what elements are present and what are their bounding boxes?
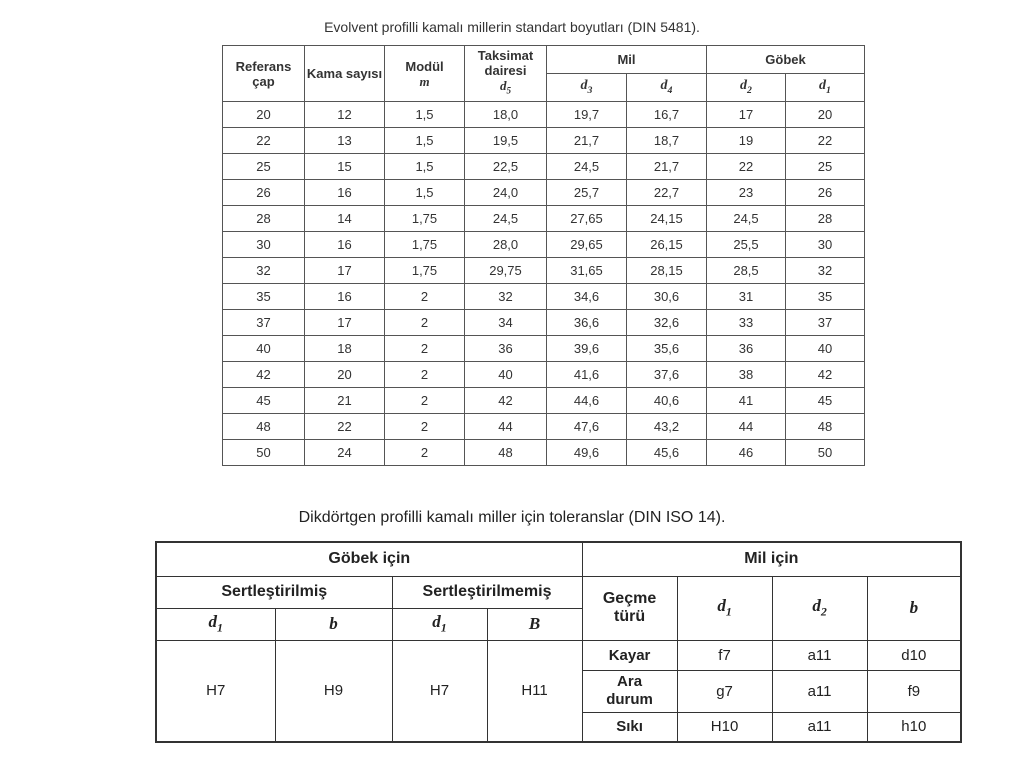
cell-mil-d3: 29,65 xyxy=(547,232,627,258)
cell-modul: 1,5 xyxy=(385,154,465,180)
kayar-d1: f7 xyxy=(677,640,772,670)
table1-caption: Evolvent profilli kamalı millerin standart boyutları (DIN 5481). xyxy=(324,19,700,35)
cell-mil-d4: 35,6 xyxy=(627,336,707,362)
header-taksimat-symbol: $d_5$ xyxy=(499,78,512,96)
header-modul xyxy=(385,46,465,102)
cell-modul: 2 xyxy=(385,414,465,440)
cell-gobek-d2: 36 xyxy=(707,336,786,362)
ara-durum-d2: a11 xyxy=(772,670,867,712)
table-row xyxy=(223,180,865,206)
cell-referans-cap: 30 xyxy=(223,232,305,258)
table-row xyxy=(223,284,865,310)
cell-referans-cap: 22 xyxy=(223,128,305,154)
cell-referans-cap: 32 xyxy=(223,258,305,284)
cell-gobek-d1: 42 xyxy=(786,362,865,388)
header-sertmemis-B: B xyxy=(487,608,582,640)
cell-gobek-d2: 22 xyxy=(707,154,786,180)
cell-kama-sayisi: 17 xyxy=(305,258,385,284)
cell-gobek-d2: 41 xyxy=(707,388,786,414)
cell-kama-sayisi: 16 xyxy=(305,232,385,258)
cell-mil-d4: 28,15 xyxy=(627,258,707,284)
cell-gobek-d1: 25 xyxy=(786,154,865,180)
table-row xyxy=(223,388,865,414)
table-row xyxy=(223,232,865,258)
cell-referans-cap: 45 xyxy=(223,388,305,414)
cell-mil-d3: 27,65 xyxy=(547,206,627,232)
cell-modul: 2 xyxy=(385,336,465,362)
table-row xyxy=(223,128,865,154)
cell-referans-cap: 35 xyxy=(223,284,305,310)
cell-taksimat: 34 xyxy=(465,310,547,336)
table-row xyxy=(223,310,865,336)
ara-durum-d1: g7 xyxy=(677,670,772,712)
cell-gobek-d1: 26 xyxy=(786,180,865,206)
cell-taksimat: 36 xyxy=(465,336,547,362)
cell-kama-sayisi: 14 xyxy=(305,206,385,232)
siki-b: h10 xyxy=(867,712,961,742)
cell-modul: 1,75 xyxy=(385,232,465,258)
cell-kama-sayisi: 13 xyxy=(305,128,385,154)
cell-gobek-d2: 44 xyxy=(707,414,786,440)
header-d2: $d_2$ xyxy=(707,74,786,102)
header-mil-d2: $d_2$ xyxy=(772,576,867,640)
header-taksimat xyxy=(465,46,547,102)
cell-modul: 2 xyxy=(385,310,465,336)
table-row xyxy=(223,258,865,284)
cell-mil-d4: 32,6 xyxy=(627,310,707,336)
siki-d1: H10 xyxy=(677,712,772,742)
header-sert-d1: $d_1$ xyxy=(156,608,275,640)
cell-gobek-d2: 24,5 xyxy=(707,206,786,232)
cell-modul: 1,5 xyxy=(385,128,465,154)
cell-modul: 2 xyxy=(385,362,465,388)
cell-referans-cap: 28 xyxy=(223,206,305,232)
cell-gobek-d1: 35 xyxy=(786,284,865,310)
header-d1: $d_1$ xyxy=(786,74,865,102)
cell-gobek-d2: 38 xyxy=(707,362,786,388)
gobek-sert-b-value: H9 xyxy=(275,640,392,742)
cell-mil-d3: 31,65 xyxy=(547,258,627,284)
gecme-turu-siki: Sıkı xyxy=(582,712,677,742)
cell-gobek-d1: 30 xyxy=(786,232,865,258)
cell-mil-d3: 49,6 xyxy=(547,440,627,466)
header-sertlestirilmis: Sertleştirilmiş xyxy=(156,576,392,608)
cell-gobek-d2: 33 xyxy=(707,310,786,336)
cell-mil-d3: 24,5 xyxy=(547,154,627,180)
din5481-table-body xyxy=(223,102,865,466)
header-taksimat-label: Taksimat dairesi xyxy=(477,48,534,79)
cell-gobek-d1: 22 xyxy=(786,128,865,154)
header-sert-b: b xyxy=(275,608,392,640)
header-referans-cap: Referans çap xyxy=(223,46,305,102)
cell-modul: 2 xyxy=(385,388,465,414)
cell-gobek-d1: 48 xyxy=(786,414,865,440)
table-row xyxy=(223,154,865,180)
cell-mil-d4: 45,6 xyxy=(627,440,707,466)
cell-kama-sayisi: 18 xyxy=(305,336,385,362)
header-gecme-turu: Geçme türü xyxy=(582,576,677,640)
cell-gobek-d2: 31 xyxy=(707,284,786,310)
cell-taksimat: 19,5 xyxy=(465,128,547,154)
header-d4: $d_4$ xyxy=(627,74,707,102)
cell-gobek-d2: 25,5 xyxy=(707,232,786,258)
cell-modul: 1,75 xyxy=(385,258,465,284)
cell-gobek-d2: 17 xyxy=(707,102,786,128)
cell-taksimat: 42 xyxy=(465,388,547,414)
table-row xyxy=(223,206,865,232)
cell-mil-d4: 40,6 xyxy=(627,388,707,414)
cell-mil-d3: 19,7 xyxy=(547,102,627,128)
cell-kama-sayisi: 21 xyxy=(305,388,385,414)
cell-mil-d3: 34,6 xyxy=(547,284,627,310)
table-row xyxy=(223,362,865,388)
cell-referans-cap: 48 xyxy=(223,414,305,440)
cell-gobek-d1: 50 xyxy=(786,440,865,466)
cell-mil-d3: 36,6 xyxy=(547,310,627,336)
cell-referans-cap: 26 xyxy=(223,180,305,206)
cell-mil-d3: 25,7 xyxy=(547,180,627,206)
cell-gobek-d2: 19 xyxy=(707,128,786,154)
cell-mil-d3: 21,7 xyxy=(547,128,627,154)
table2-caption: Dikdörtgen profilli kamalı miller için toleranslar (DIN ISO 14). xyxy=(298,509,726,526)
header-modul-symbol: m xyxy=(419,73,430,89)
table-row xyxy=(223,440,865,466)
header-mil-icin: Mil için xyxy=(582,542,961,576)
cell-taksimat: 32 xyxy=(465,284,547,310)
table-row xyxy=(223,414,865,440)
cell-gobek-d1: 20 xyxy=(786,102,865,128)
cell-kama-sayisi: 24 xyxy=(305,440,385,466)
cell-taksimat: 18,0 xyxy=(465,102,547,128)
header-modul-label: Modül xyxy=(405,58,444,74)
cell-taksimat: 44 xyxy=(465,414,547,440)
cell-kama-sayisi: 20 xyxy=(305,362,385,388)
cell-gobek-d1: 40 xyxy=(786,336,865,362)
header-mil-b: b xyxy=(867,576,961,640)
cell-taksimat: 40 xyxy=(465,362,547,388)
cell-mil-d4: 37,6 xyxy=(627,362,707,388)
siki-d2: a11 xyxy=(772,712,867,742)
cell-referans-cap: 40 xyxy=(223,336,305,362)
cell-modul: 2 xyxy=(385,284,465,310)
cell-taksimat: 24,0 xyxy=(465,180,547,206)
header-gobek-icin: Göbek için xyxy=(156,542,582,576)
kayar-d2: a11 xyxy=(772,640,867,670)
ara-durum-b: f9 xyxy=(867,670,961,712)
cell-mil-d4: 16,7 xyxy=(627,102,707,128)
gobek-sert-d1-value: H7 xyxy=(156,640,275,742)
table-row xyxy=(223,336,865,362)
cell-gobek-d2: 23 xyxy=(707,180,786,206)
header-mil-d1: $d_1$ xyxy=(677,576,772,640)
cell-kama-sayisi: 16 xyxy=(305,284,385,310)
cell-kama-sayisi: 12 xyxy=(305,102,385,128)
cell-mil-d4: 43,2 xyxy=(627,414,707,440)
cell-taksimat: 29,75 xyxy=(465,258,547,284)
cell-modul: 2 xyxy=(385,440,465,466)
gecme-turu-ara-durum: Ara durum xyxy=(582,670,677,712)
cell-referans-cap: 42 xyxy=(223,362,305,388)
cell-mil-d4: 30,6 xyxy=(627,284,707,310)
cell-gobek-d1: 28 xyxy=(786,206,865,232)
cell-mil-d3: 41,6 xyxy=(547,362,627,388)
cell-mil-d3: 39,6 xyxy=(547,336,627,362)
din5481-table xyxy=(222,45,865,466)
cell-kama-sayisi: 16 xyxy=(305,180,385,206)
cell-mil-d4: 26,15 xyxy=(627,232,707,258)
cell-gobek-d1: 45 xyxy=(786,388,865,414)
cell-modul: 1,5 xyxy=(385,102,465,128)
cell-gobek-d1: 37 xyxy=(786,310,865,336)
cell-mil-d4: 24,15 xyxy=(627,206,707,232)
cell-taksimat: 28,0 xyxy=(465,232,547,258)
kayar-b: d10 xyxy=(867,640,961,670)
table-row xyxy=(223,102,865,128)
cell-gobek-d2: 46 xyxy=(707,440,786,466)
cell-taksimat: 24,5 xyxy=(465,206,547,232)
cell-taksimat: 48 xyxy=(465,440,547,466)
cell-referans-cap: 37 xyxy=(223,310,305,336)
cell-kama-sayisi: 15 xyxy=(305,154,385,180)
cell-modul: 1,75 xyxy=(385,206,465,232)
cell-modul: 1,5 xyxy=(385,180,465,206)
gobek-sertmemis-d1-value: H7 xyxy=(392,640,487,742)
cell-referans-cap: 20 xyxy=(223,102,305,128)
gobek-sertmemis-B-value: H11 xyxy=(487,640,582,742)
cell-referans-cap: 25 xyxy=(223,154,305,180)
cell-taksimat: 22,5 xyxy=(465,154,547,180)
header-sertlestirilmemis: Sertleştirilmemiş xyxy=(392,576,582,608)
cell-kama-sayisi: 22 xyxy=(305,414,385,440)
cell-mil-d4: 18,7 xyxy=(627,128,707,154)
cell-gobek-d2: 28,5 xyxy=(707,258,786,284)
cell-kama-sayisi: 17 xyxy=(305,310,385,336)
header-sertmemis-d1: $d_1$ xyxy=(392,608,487,640)
header-gobek: Göbek xyxy=(707,46,865,74)
cell-mil-d4: 22,7 xyxy=(627,180,707,206)
header-mil: Mil xyxy=(547,46,707,74)
cell-mil-d3: 47,6 xyxy=(547,414,627,440)
din-iso14-table xyxy=(155,541,962,743)
cell-gobek-d1: 32 xyxy=(786,258,865,284)
cell-mil-d4: 21,7 xyxy=(627,154,707,180)
header-d3: $d_3$ xyxy=(547,74,627,102)
cell-mil-d3: 44,6 xyxy=(547,388,627,414)
gecme-turu-kayar: Kayar xyxy=(582,640,677,670)
cell-referans-cap: 50 xyxy=(223,440,305,466)
header-kama-sayisi: Kama sayısı xyxy=(305,46,385,102)
